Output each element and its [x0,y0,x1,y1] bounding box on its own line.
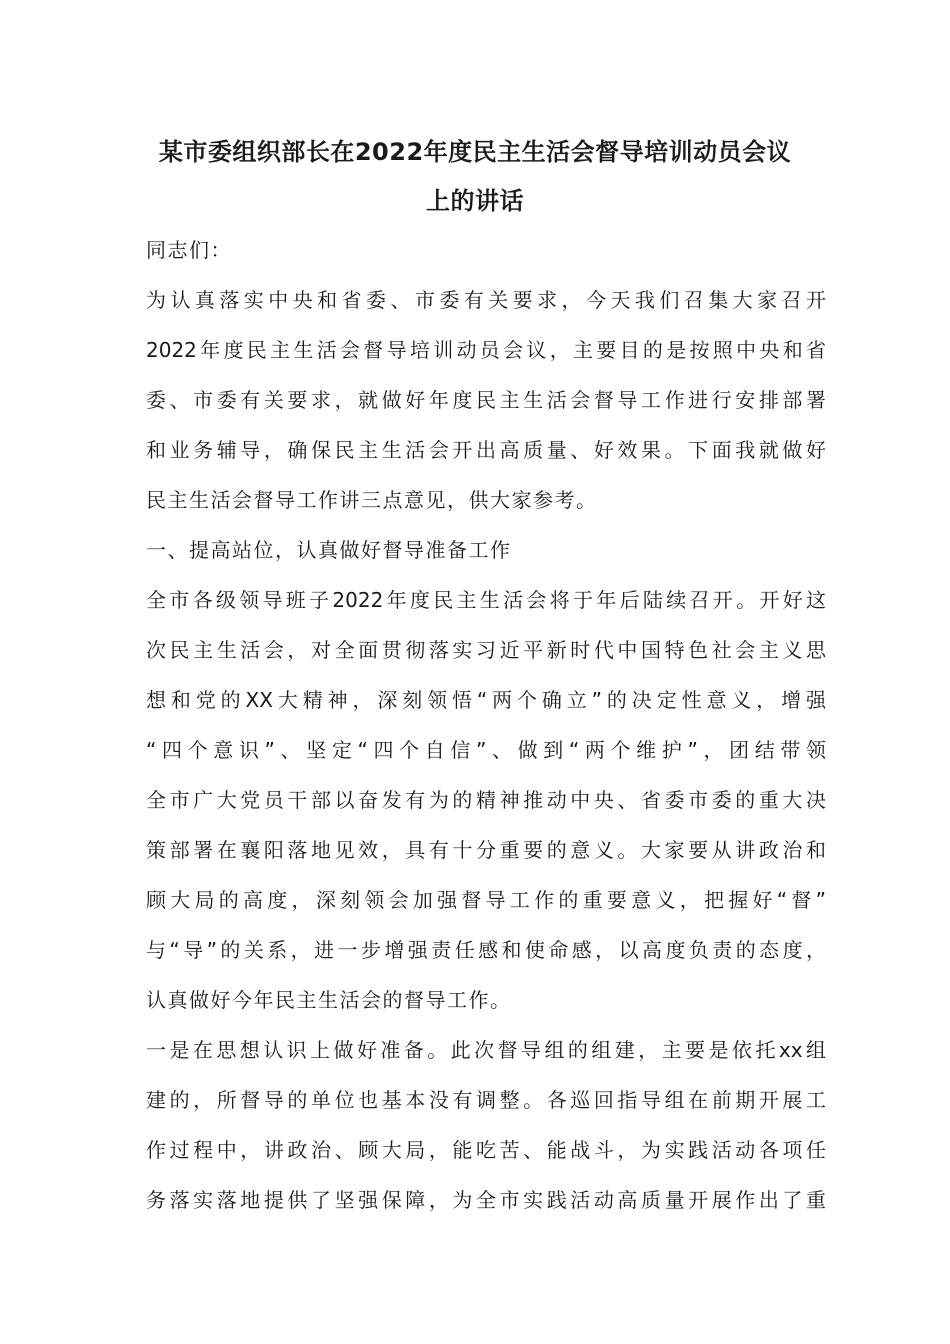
body-line: 务落实落地提供了坚强保障，为全市实践活动高质量开展作出了重 [146,1188,826,1212]
section-heading: 一、提高站位，认真做好督导准备工作 [146,538,512,562]
body-line: 全市各级领导班子2022年度民主生活会将于年后陆续召开。开好这 [146,588,826,612]
body-line: 委、市委有关要求，就做好年度民主生活会督导工作进行安排部署 [146,388,826,412]
body-line: 建的，所督导的单位也基本没有调整。各巡回指导组在前期开展工 [146,1088,826,1112]
document-title-line-1: 某市委组织部长在2022年度民主生活会督导培训动员会议 [158,138,792,166]
body-line: 与“导”的关系，进一步增强责任感和使命感，以高度负责的态度， [146,938,826,962]
body-line: 2022年度民主生活会督导培训动员会议，主要目的是按照中央和省 [146,338,826,362]
body-line: 一是在思想认识上做好准备。此次督导组的组建，主要是依托xx组 [146,1038,826,1062]
body-line: 和业务辅导，确保民主生活会开出高质量、好效果。下面我就做好 [146,438,826,462]
body-line: 认真做好今年民主生活会的督导工作。 [146,988,512,1012]
body-line: “四个意识”、坚定“四个自信”、做到“两个维护”，团结带领 [146,738,826,762]
body-line: 想和党的XX大精神，深刻领悟“两个确立”的决定性意义，增强 [146,688,826,712]
body-line: 次民主生活会，对全面贯彻落实习近平新时代中国特色社会主义思 [146,638,826,662]
body-line: 为认真落实中央和省委、市委有关要求，今天我们召集大家召开 [146,288,826,312]
body-line: 全市广大党员干部以奋发有为的精神推动中央、省委市委的重大决 [146,788,826,812]
salutation: 同志们： [146,238,232,262]
body-line: 策部署在襄阳落地见效，具有十分重要的意义。大家要从讲政治和 [146,838,826,862]
body-line: 作过程中，讲政治、顾大局，能吃苦、能战斗，为实践活动各项任 [146,1138,826,1162]
body-line: 顾大局的高度，深刻领会加强督导工作的重要意义，把握好“督” [146,888,826,912]
document-title-line-2: 上的讲话 [426,187,524,215]
body-line: 民主生活会督导工作讲三点意见，供大家参考。 [146,488,598,512]
